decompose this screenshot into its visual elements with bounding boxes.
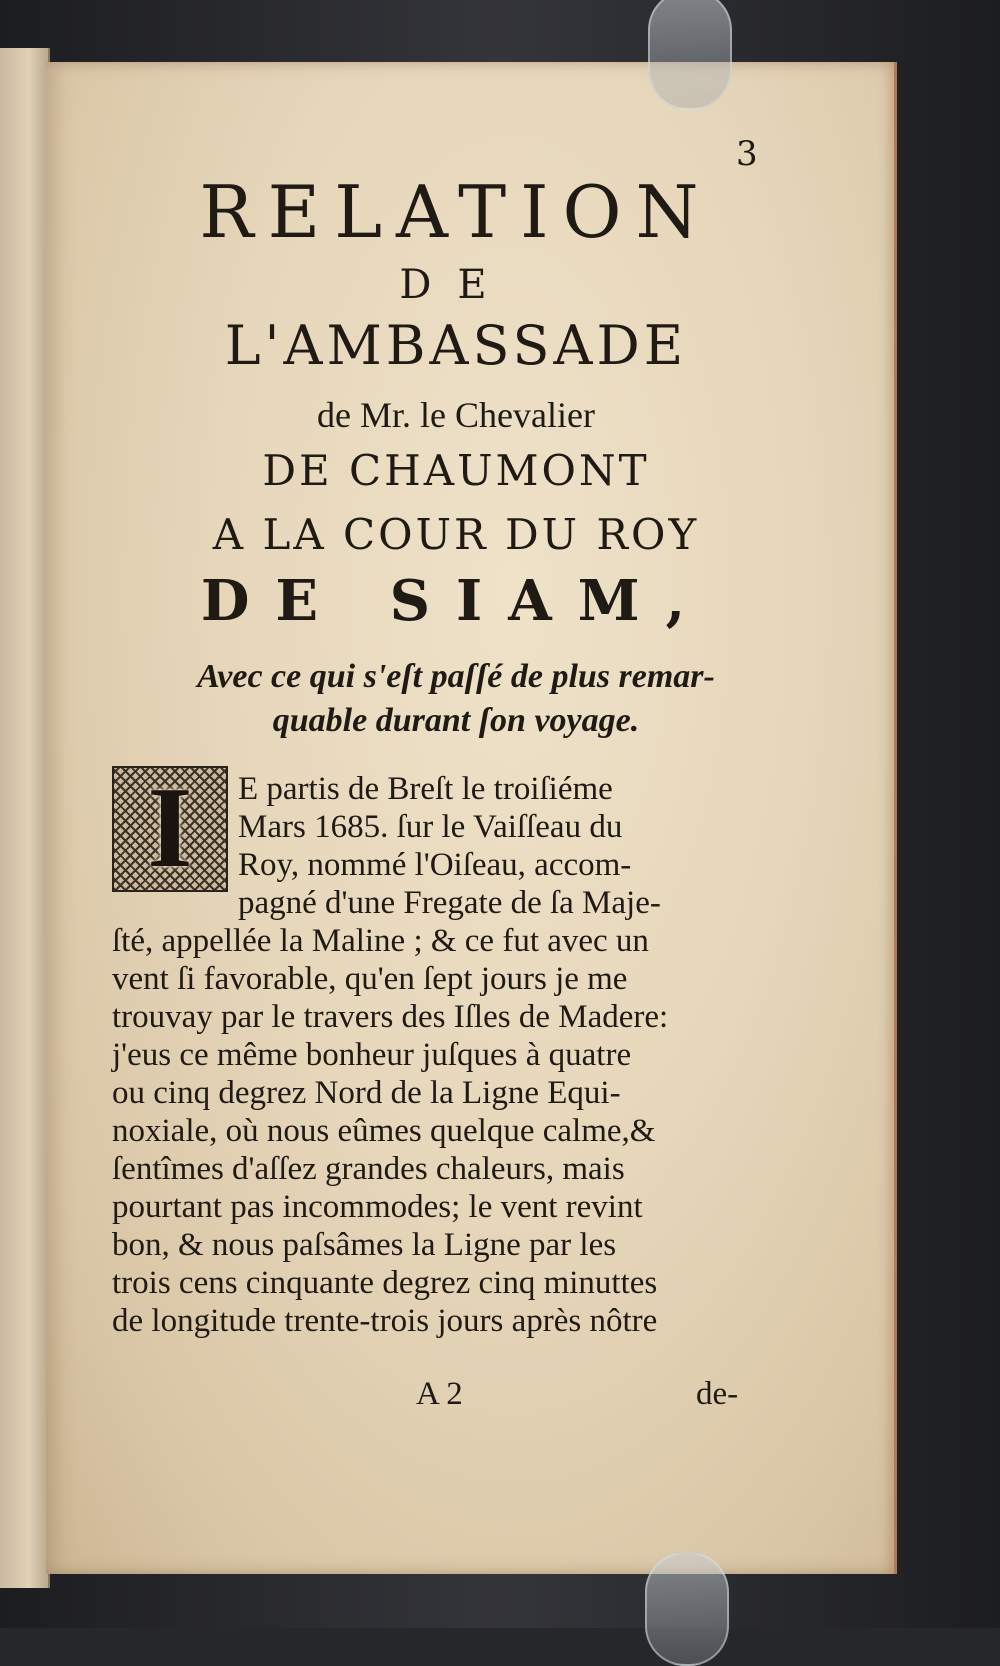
body-line-8: j'eus ce même bonheur juſques à quatre: [112, 1037, 632, 1073]
title-cour-du-roy: A LA COUR DU ROY: [212, 510, 700, 559]
body-line-13: bon, & nous paſsâmes la Ligne par les: [112, 1227, 617, 1263]
page-number: 3: [736, 134, 758, 174]
title-chevalier: de Mr. le Chevalier: [317, 395, 595, 435]
subtitle-line-1: Avec ce qui s'eſt paſſé de plus remar-: [197, 658, 715, 695]
body-line-4: pagné d'une Fregate de ſa Maje-: [238, 885, 661, 921]
body-line-12: pourtant pas incommodes; le vent revint: [112, 1189, 643, 1225]
body-line-1: E partis de Breſt le troiſiéme: [238, 771, 613, 807]
body-line-14: trois cens cinquante degrez cinq minuttes: [112, 1265, 658, 1301]
body-line-5: ſté, appellée la Maline ; & ce fut avec un: [112, 923, 649, 959]
body-line-11: ſentîmes d'aſſez grandes chaleurs, mais: [112, 1151, 625, 1187]
catchword: de-: [696, 1376, 739, 1412]
subtitle-line-2: quable durant ſon voyage.: [272, 702, 640, 739]
body-line-7: trouvay par le travers des Iſles de Madere:: [112, 999, 669, 1035]
facing-page-edge: [0, 48, 50, 1588]
body-line-15: de longitude trente-trois jours après nôtre: [112, 1303, 658, 1339]
body-line-3: Roy, nommé l'Oiſeau, accom-: [238, 847, 632, 883]
drop-cap-letter: I: [147, 766, 193, 892]
title-relation: RELATION: [199, 170, 713, 254]
title-ambassade: L'AMBASSADE: [224, 314, 688, 377]
body-line-9: ou cinq degrez Nord de la Ligne Equi-: [112, 1075, 621, 1111]
decorated-drop-cap: [112, 766, 228, 892]
signature-mark: A 2: [416, 1376, 463, 1412]
body-line-6: vent ſi favorable, qu'en ſept jours je me: [112, 961, 628, 997]
body-line-2: Mars 1685. ſur le Vaiſſeau du: [238, 809, 623, 845]
body-line-10: noxiale, où nous eûmes quelque calme,&: [112, 1113, 656, 1149]
title-chaumont: DE CHAUMONT: [262, 446, 650, 495]
page-text: [46, 62, 894, 1574]
title-de: DE: [399, 262, 513, 308]
title-siam: DE SIAM,: [200, 568, 712, 634]
